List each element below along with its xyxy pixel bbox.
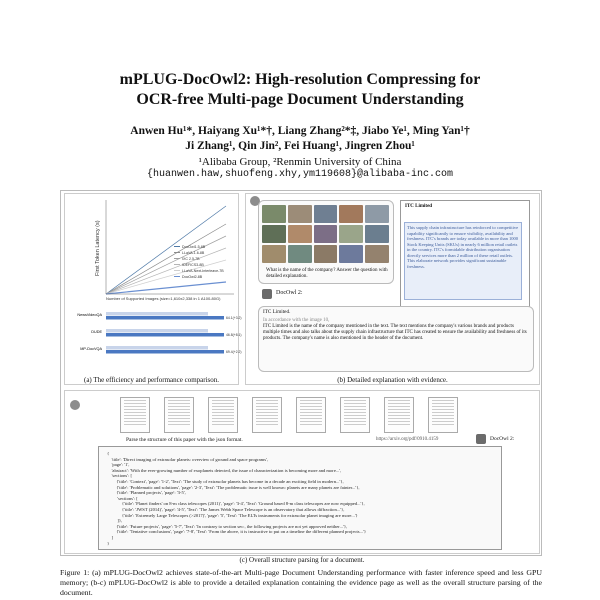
json-line: 'abstract': 'With the ever-growing number of exoplanets detected, the issue of characterization is becoming more and more...', (107, 467, 342, 473)
document-image-thumb (288, 225, 312, 243)
answer-body: ITC Limited is the name of the company mentioned in the text. The text mentions the company's various brands and products multiple times and also talks about the supply chain infrastructure that ITC has created to ensure the availability and freshness of its products. The company's name is also mentioned in the header of the document. (263, 324, 527, 341)
docowl-label-c: DocOwl 2: (490, 436, 515, 442)
panel-a-caption: (a) The efficiency and performance comparison. (83, 376, 219, 384)
bar-value-label: 69.4(+2.2) (226, 350, 242, 354)
bar-value-label: 64.1(+3.2) (226, 316, 242, 320)
legend-label: LLaVA-1.6-8B (182, 251, 205, 255)
docowl-avatar-c (476, 434, 486, 444)
docowl-avatar (262, 289, 272, 299)
document-image-thumb (339, 225, 363, 243)
document-image-thumb (365, 245, 389, 263)
legend-label: LLaVA-Next-Interleave-7B (182, 269, 224, 273)
json-line: 'page': '1', (107, 462, 130, 468)
legend-label: IXC 2.5-7B (182, 257, 200, 261)
json-line: ]}, (107, 518, 123, 524)
image-grid (262, 205, 389, 263)
bar-value-label: 46.8(+8.1) (226, 333, 242, 337)
page-thumbnail (340, 397, 370, 433)
json-line: {'title': 'Planet finders' on 8-m class telescopes (2011)', 'page': '3-4', 'Text': 'Ground based 8-m class telescopes are now equipped...'}, (107, 501, 365, 507)
legend-label: IDEFICS3-8B (182, 263, 204, 267)
json-line: 'sections': [ (107, 495, 138, 501)
bar-docowl2 (106, 316, 224, 320)
title-line-2: OCR-free Multi-page Document Understanding (136, 91, 464, 108)
json-line: {'title': 'Future projects', 'page': '5-7', 'Text': 'In contrary to section sec:, the following projects are not yet approved neither...'}, (107, 523, 348, 529)
series-line (106, 206, 226, 294)
bar-docowl2 (106, 350, 224, 354)
chart-ylabel: First Token Latency (s) (95, 220, 101, 276)
document-image-thumb (262, 205, 286, 223)
json-line: {'title': 'Planned projects', 'page': '3-5', (107, 490, 186, 496)
authors (0, 124, 600, 154)
json-line: {'title': 'JWST (2014)', 'page': '4-5', 'Text': 'The James Webb Space Telescope is an observatory that allows diffraction...'}, (107, 506, 345, 512)
document-image-thumb (339, 205, 363, 223)
document-image-thumb (339, 245, 363, 263)
bar-category-label: DUDE (91, 330, 102, 334)
bar-previous (106, 329, 208, 333)
authors-line-2: Ji Zhang¹, Qin Jin², Fei Huang¹, Jingren Zhou¹ (185, 140, 415, 152)
answer-evidence: In accordance with the image 10, (263, 318, 330, 323)
document-image-thumb (314, 245, 338, 263)
bar-previous (106, 312, 208, 316)
latency-chart (66, 196, 242, 372)
parse-url: https://arxiv.org/pdf/0910.4159 (376, 437, 439, 442)
page-thumbnail (208, 397, 238, 433)
document-image-thumb (288, 205, 312, 223)
json-line: 'sections': [ (107, 473, 133, 479)
document-image-thumb (262, 245, 286, 263)
page-thumbnail (384, 397, 414, 433)
json-line: } (107, 540, 110, 546)
document-image-thumb (314, 225, 338, 243)
page-thumbnail (164, 397, 194, 433)
email: {huanwen.haw,shuofeng.xhy,ym119608}@alibaba-inc.com (146, 169, 454, 180)
parse-prompt: Parse the structure of this paper with the json format. (126, 437, 243, 443)
title-line-1: mPLUG-DocOwl2: High-resolution Compressing for (119, 71, 481, 88)
json-line: {'title': 'Context', 'page': '1-2', 'Text': 'The study of extrasolar planets has become in a decade an exciting field in modern...'}, (107, 478, 344, 484)
document-image-thumb (288, 245, 312, 263)
paper-title (0, 70, 600, 110)
docowl-label-b: DocOwl 2: (276, 290, 303, 296)
legend-label: DocOwl2-8B (182, 275, 203, 279)
document-image-thumb (365, 205, 389, 223)
json-line: 'title': 'Direct imaging of extrasolar planets: overview of ground and space programs', (107, 456, 268, 462)
panel-c-caption: (c) Overall structure parsing for a document. (239, 556, 365, 564)
question-text: What is the name of the company? Answer the question with detailed explanation. (266, 268, 388, 279)
affiliation: ¹Alibaba Group, ²Renmin University of China (198, 156, 402, 168)
page-thumbnail (428, 397, 458, 433)
document-image-thumb (314, 205, 338, 223)
user-avatar-c (70, 400, 80, 410)
json-line: {'title': 'Problematic and solutions', 'page': '2-3', 'Text': 'The problematic issue is well known: planets are many planets are fainter...'}, (107, 484, 360, 490)
document-image-thumb (262, 225, 286, 243)
panel-b-caption: (b) Detailed explanation with evidence. (337, 376, 448, 384)
json-line: {'title': 'Tentative conclusions', 'page': '7-8', 'Text': 'From the above, it is instructive to put on a timeline the different planned projects...'} (107, 529, 367, 535)
authors-line-1: Anwen Hu¹*, Haiyang Xu¹*†, Liang Zhang²*‡, Jiabo Ye¹, Ming Yan¹† (130, 125, 470, 137)
figure-caption: Figure 1: (a) mPLUG-DocOwl2 achieves state-of-the-art Multi-page Document Understanding performance with faster inference speed and less GPU memory; (b-c) mPLUG-DocOwl2 is able to provide a detailed explanation containing the evidence page as well as the overall structure parsing of the document. (60, 568, 542, 597)
bar-previous (106, 346, 208, 350)
structure-json (98, 446, 502, 550)
legend-label: DocOwl1.5-8B (182, 245, 206, 249)
doc-header: ITC Limited (405, 204, 433, 209)
page-thumbnail (296, 397, 326, 433)
json-line: ] (107, 534, 114, 540)
bar-category-label: NewsVideoQA (77, 313, 102, 317)
doc-text: This supply chain infrastructure has reinforced to competitive capability significantly to ensure visibility, availability and freshness. ITC's brands are today available in more than 1000 Stock Keeping Units (SKUs) in nearly 6 million retail outlets in the country. ITC's formidable distribution organisation directly services more than 2 million of these retail outlets. This elaborate network provides significant sustainable freshness. (407, 225, 519, 269)
json-line: {'title': 'Extremely Large Telescopes (>2017)', 'page': '5', 'Text': 'The ELTs instruments for extrasolar planet imaging are more...'} (107, 512, 358, 518)
bar-category-label: MP-DocVQA (80, 347, 102, 351)
chart-xlabel: Number of Supported Images (size=1,610x2,338 in 1 A100-80G) (106, 296, 221, 301)
page-thumbnail (252, 397, 282, 433)
json-line: { (107, 451, 110, 456)
document-image-thumb (365, 225, 389, 243)
page-thumbnail (120, 397, 150, 433)
bar-docowl2 (106, 333, 224, 337)
answer-head: ITC Limited. (263, 309, 291, 315)
